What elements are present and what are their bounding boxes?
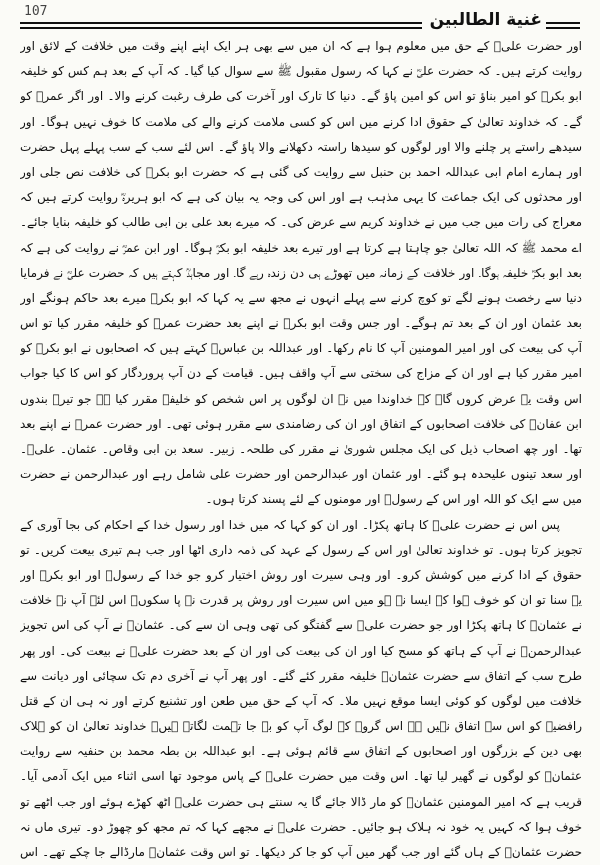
text-line: امیر مقرر کیا ہے اور ان کے مزاج کی سختی سے آپ واقف ہیں۔ قیامت کے دن آپ پروردگار کو اس کا کیا جواب	[20, 366, 582, 381]
text-line: نے عثمانؓ کا ہاتھ پکڑا اور جو حضرت علیؓ سے گفتگو کی تھی وہی ان سے کی۔ عثمانؓ نے آپ کی اس تجویز	[20, 618, 582, 633]
text-line: بعد عثمان اور ان کے بعد تم ہوگے۔ اور جس وقت ابو بکرؓ نے اپنے بعد حضرت عمرؓ کو خلیفہ مقرر کیا تو اس	[20, 316, 582, 331]
text-line: خلافت میں لوگوں کو کوئی ایسا موقع نہیں ملا۔ کہ آپ کے حق میں طعن اور تشنیع کرتے اور نہ ہی ان کے قتل	[20, 693, 582, 708]
text-line: اور سعد تینوں علیحدہ ہو گئے۔ اور عثمان اور عبدالرحمن اور حضرت علی شامل رہے اور عبدالرحمن نے حضرت	[20, 467, 582, 482]
paragraph	[20, 160, 582, 513]
text-line: سیدھے راستے پر چلنے والا اور لوگوں کو سیدھا راستہ دکھلانے والا پاؤ گے۔ اس لئے سب کے سب پہلے پہل حضرت	[20, 139, 582, 154]
text-line: عبدالرحمنؓ نے آپ کے ہاتھ کو مسح کیا اور ان کی بیعت کی اور ان کے بعد حضرت علیؓ نے بیعت کی۔ اور پھر	[20, 643, 582, 658]
text-line: اور حضرت علیؓ کے حق میں معلوم ہوا ہے کہ ان میں سے بھی ہر ایک اپنے اپنے وقت میں خلافت کے لائق اور	[20, 39, 582, 53]
text-line: گے۔ کہ خداوند تعالیٰ کے حقوق ادا کرنے میں اس کو کسی ملامت کرنے والے کی ملامت کا خوف نہیں ہوگا۔ اور	[20, 114, 582, 129]
text-line: بھی دین کے بزرگوں اور اصحابوں کے اتفاق سے قائم ہوئی ہے۔ ابو عبداللہ بن بطہ محمد بن حنفیہ سے روایت	[20, 744, 582, 759]
text-line: اے محمد ﷺ کہ اللہ تعالیٰ جو چاہتا ہے کرتا ہے اور تیرے بعد خلیفہ ابو بکرؓ ہوگا۔ اور ابن عمرؓ نے روایت کی ہے کہ	[20, 240, 582, 255]
text-line: دنیا سے رخصت ہونے لگے تو کوچ کرنے سے پہلے انہوں نے مجھ سے یہ کہا کہ ابو بکرؓ میرے بعد حاکم ہونگے اور	[20, 290, 582, 305]
text-line: اور محدثوں کی ایک جماعت کا یہی مذہب ہے اور اس کی وجہ یہ بیان کی ہے کہ ابو ہریرہؓ روایت کرتے ہیں کہ	[20, 190, 582, 205]
text-line: آپ کی بیعت کی اور امیر المومنین آپ کا نام رکھا۔ اور عبداللہ بن عباسؓ کہتے ہیں کہ اصحابوں نے ابو بکرؓ کو	[20, 341, 582, 356]
text-line: حقوق کے ادا کرنے میں کوشش کرو۔ اور وہی سیرت اور روش اختیار کرو جو خدا کے رسولؐ اور ابو بکرؓ اور	[20, 567, 582, 582]
text-line: عثمانؓ کو لوگوں نے گھیر لیا تھا۔ اس وقت میں حضرت علیؓ کے پاس موجود تھا اسی اثناء میں ایک آدمی آیا۔	[20, 769, 582, 784]
header-rule-left-lower	[20, 27, 422, 29]
header-rule-right-lower	[546, 27, 580, 29]
text-line: بعد ابو بکرؓ خلیفہ ہوگا۔ اور خلافت کے زمانہ میں تھوڑے ہی دن زندہ رہے گا۔ اور مجاہدؒ کہتے ہیں کہ حضرت علیؓ نے فرمایا	[20, 265, 582, 280]
text-line: یہ سنا تو ان کو خوف ہوا کہ ایسا نہ ہو میں اس سیرت اور روش پر قدرت نہ پا سکوں۔ اس لئے آپ نے خلافت	[20, 593, 582, 608]
text-line: اور ہمارے امام ابی عبداللہ احمد بن حنبل سے روایت کی گئی ہے کہ حضرت ابو بکرؓ کی خلافت نص جلی اور	[20, 164, 582, 179]
text-line: رافضیہ کو اس سے اتفاق نہیں ہے اس گروہ کے لوگ آپ کو بے جا تہمت لگاتے ہیں۔ خداوند تعالیٰ ان کو ہلاک	[20, 719, 582, 734]
header-rule-right	[546, 22, 580, 24]
text-line: قریب ہے کہ امیر المومنین عثمانؓ کو مار ڈالا جائے گا یہ سنتے ہی حضرت علیؓ اٹھ کھڑے ہوئے اور جب اٹھے تو	[20, 794, 582, 809]
text-line: پس اس نے حضرت علیؓ کا ہاتھ پکڑا۔ اور ان کو کہا کہ میں خدا اور رسول خدا کے احکام کی بجا آوری کے	[20, 517, 560, 532]
text-line: خوف ہوا کہ کہیں یہ خود نہ ہلاک ہو جائیں۔ حضرت علیؓ نے مجھے کہا کہ تم مجھ کو چھوڑ دو۔ تیری ماں نہ	[20, 819, 582, 834]
header-rule-left	[20, 22, 422, 24]
text-line: تھا۔ اور چھ اصحاب ذیل کی ایک مجلس شوریٰ نے مقرر کی طلحہ۔ زبیر۔ سعد بن ابی وقاص۔ عثمان۔ علیؓ۔	[20, 442, 582, 456]
page-number: 107	[24, 4, 48, 19]
text-line: میں سے ایک کو اللہ اور اس کے رسولؐ اور مومنوں کے لئے پسند کرتا ہوں۔	[205, 492, 582, 507]
text-line: حضرت عثمانؓ کے ہاں گئے اور جب گھر میں آپ کو جا کر دیکھا۔ تو اس وقت عثمانؓ مارڈالے جا چکے تھے۔ اس	[20, 845, 582, 859]
paragraph	[20, 34, 582, 160]
text-line: طرح سب کے اتفاق سے حضرت عثمانؓ خلیفہ مقرر کئے گئے۔ اور پھر آپ نے آخری دم تک سچائی اور دیانت سے	[20, 668, 582, 683]
text-line: ابو بکرؓ کو امیر بناؤ تو اس کو امین پاؤ گے۔ دنیا کا تارک اور آخرت کی طرف رغبت کرنے والا۔ اور اگر عمرؓ کو	[20, 89, 582, 104]
text-line: روایت کرتے ہیں۔ کہ حضرت علیؓ نے کہا کہ رسول مقبول ﷺ سے سوال کیا گیا۔ کہ آپ کے بعد ہم کس کو خلیفہ	[20, 64, 582, 79]
text-line: ابن عفانؓ کی خلافت اصحابوں کے اتفاق اور ان کی رضامندی سے مقرر ہوئی تھی۔ اور حضرت عمرؓ نے اپنے بعد	[20, 416, 582, 431]
page-body	[20, 34, 582, 865]
book-title: غنية الطالبين	[429, 10, 542, 30]
text-line: اس وقت یہ عرض کروں گا۔ کہ خداوندا میں نے ان لوگوں پر اس شخص کو خلیفہ مقرر کیا ہے جو تیرے بندوں	[20, 391, 582, 406]
text-line: تجویز کرتا ہوں۔ تو خداوند تعالیٰ اور اس کے رسول کے عہد کی ذمہ داری اٹھا اور جب ہم تیری بیعت کریں۔ تو	[20, 542, 582, 557]
paragraph	[20, 513, 582, 865]
text-line: معراج کی رات میں جب میں نے خداوند کریم سے عرض کی۔ کہ میرے بعد علی بن ابی طالب کو خلیفہ بنایا جائے۔	[20, 215, 582, 230]
